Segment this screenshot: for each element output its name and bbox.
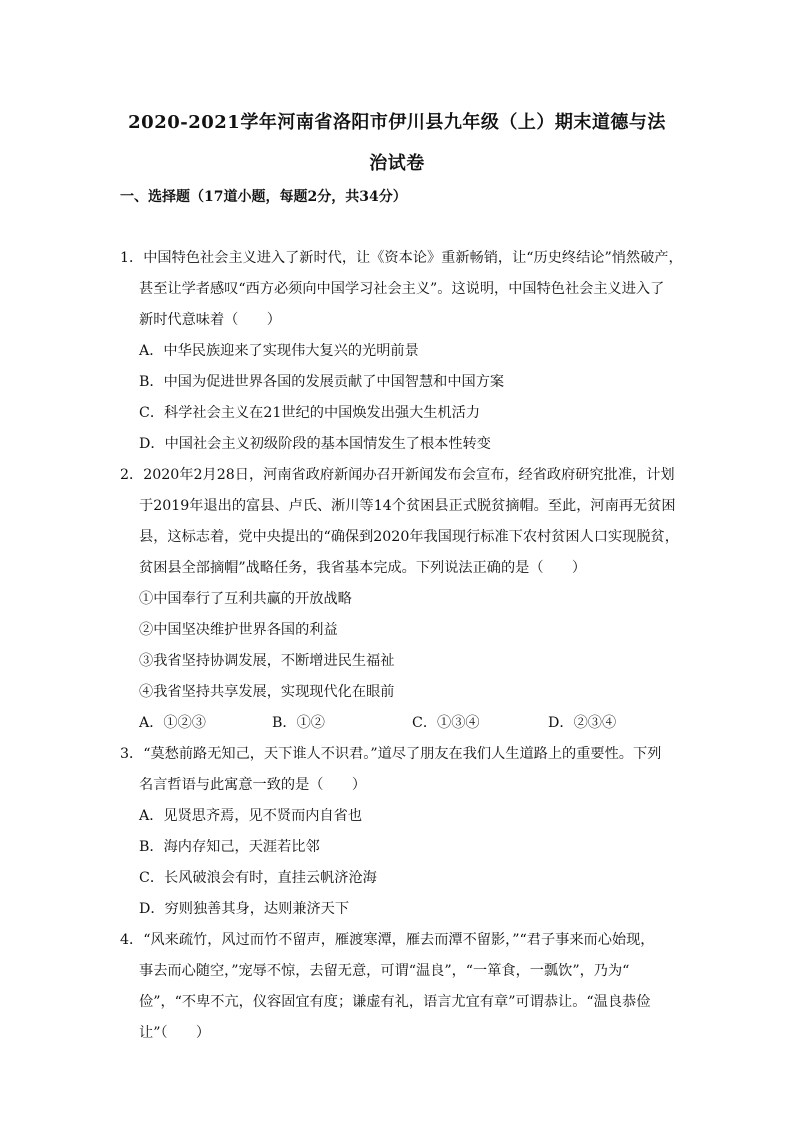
q1-stem-line1: 1．中国特色社会主义进入了新时代，让《资本论》重新畅销，让“历史终结论”悄然破产，: [120, 250, 683, 266]
q2-statement-4: ④我省坚持共享发展，实现现代化在眼前: [139, 684, 395, 700]
q3-stem-line1: 3．“莫愁前路无知己，天下谁人不识君。”道尽了朋友在我们人生道路上的重要性。下列: [120, 746, 662, 762]
q3-option-d: D．穷则独善其身，达则兼济天下: [139, 901, 350, 917]
q2-choice-b: B．①②: [272, 715, 325, 731]
q3-option-b: B．海内存知己，天涯若比邻: [139, 839, 320, 855]
q1-stem-line2: 甚至让学者感叹“西方必须向中国学习社会主义”。这说明，中国特色社会主义进入了: [139, 281, 665, 297]
q2-choice-a: A．①②③: [139, 715, 206, 731]
exam-title-line1: 2020-2021学年河南省洛阳市伊川县九年级（上）期末道德与法: [128, 112, 666, 133]
q4-stem-line2: 事去而心随空，”宠辱不惊，去留无意，可谓“温良”，“一箪食，一瓢饮”，乃为“: [139, 963, 630, 979]
q2-stem-line1: 2．2020年2月28日，河南省政府新闻办召开新闻发布会宣布，经省政府研究批准，计划: [120, 467, 675, 483]
q4-stem-line4: 让”（ ）: [139, 1025, 211, 1041]
q1-option-d: D．中国社会主义初级阶段的基本国情发生了根本性转变: [139, 436, 491, 452]
q4-stem-line3: 俭”，“不卑不亢，仪容固宜有度；谦虚有礼，语言尤宜有章”可谓恭让。“温良恭俭: [139, 994, 651, 1010]
q3-option-c: C．长风破浪会有时，直挂云帆济沧海: [139, 870, 377, 886]
q4-stem-line1: 4．“风来疏竹，风过而竹不留声，雁渡寒潭，雁去而潭不留影，”“君子事来而心始现，: [120, 932, 655, 948]
q2-stem-line3: 县，这标志着，党中央提出的“确保到2020年我国现行标准下农村贫困人口实现脱贫，: [139, 529, 679, 545]
q2-stem-line4: 贫困县全部摘帽”战略任务，我省基本完成。下列说法正确的是（ ）: [139, 560, 587, 576]
q3-stem-line2: 名言哲语与此寓意一致的是（ ）: [139, 777, 367, 793]
q2-choice-c: C．①③④: [412, 715, 480, 731]
section-heading: 一、选择题（17道小题，每题2分，共34分）: [120, 189, 407, 205]
q1-stem-line3: 新时代意味着（ ）: [139, 312, 281, 328]
q3-option-a: A．见贤思齐焉，见不贤而内自省也: [139, 808, 363, 824]
q2-stem-line2: 于2019年退出的富县、卢氏、淅川等14个贫困县正式脱贫摘帽。至此，河南再无贫困: [139, 498, 676, 514]
q1-option-a: A．中华民族迎来了实现伟大复兴的光明前景: [139, 343, 419, 359]
q2-choice-d: D．②③④: [548, 715, 617, 731]
q2-statement-3: ③我省坚持协调发展，不断增进民生福祉: [139, 653, 395, 669]
q1-option-b: B．中国为促进世界各国的发展贡献了中国智慧和中国方案: [139, 374, 505, 390]
q1-option-c: C．科学社会主义在21世纪的中国焕发出强大生机活力: [139, 405, 481, 421]
exam-title-line2: 治试卷: [369, 153, 425, 174]
q2-statement-1: ①中国奉行了互利共赢的开放战略: [139, 591, 352, 607]
q2-statement-2: ②中国坚决维护世界各国的利益: [139, 622, 338, 638]
